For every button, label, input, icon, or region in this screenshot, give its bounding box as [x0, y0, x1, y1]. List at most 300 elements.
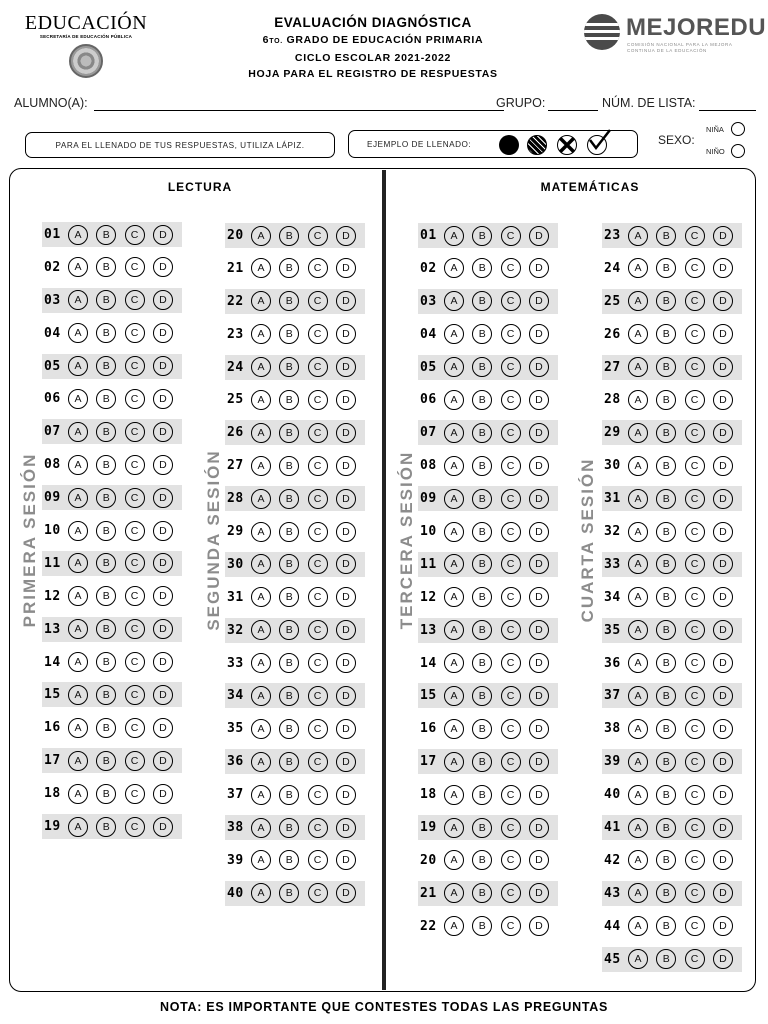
answer-bubble-d[interactable]: D — [153, 652, 173, 672]
answer-bubble-c[interactable]: C — [308, 752, 328, 772]
answer-bubble-d[interactable]: D — [336, 719, 356, 739]
answer-bubble-d[interactable]: D — [529, 324, 549, 344]
answer-bubble-a[interactable]: A — [251, 850, 271, 870]
answer-bubble-c[interactable]: C — [125, 685, 145, 705]
answer-bubble-b[interactable]: B — [279, 653, 299, 673]
answer-bubble-a[interactable]: A — [444, 489, 464, 509]
answer-bubble-c[interactable]: C — [501, 587, 521, 607]
answer-bubble-a[interactable]: A — [68, 553, 88, 573]
answer-bubble-a[interactable]: A — [628, 818, 648, 838]
answer-bubble-d[interactable]: D — [529, 785, 549, 805]
answer-bubble-d[interactable]: D — [529, 620, 549, 640]
answer-bubble-a[interactable]: A — [68, 685, 88, 705]
answer-bubble-c[interactable]: C — [685, 390, 705, 410]
answer-bubble-a[interactable]: A — [628, 423, 648, 443]
answer-bubble-b[interactable]: B — [656, 587, 676, 607]
answer-bubble-a[interactable]: A — [251, 686, 271, 706]
answer-bubble-a[interactable]: A — [68, 652, 88, 672]
answer-bubble-b[interactable]: B — [656, 554, 676, 574]
answer-bubble-d[interactable]: D — [529, 554, 549, 574]
answer-bubble-c[interactable]: C — [501, 620, 521, 640]
boy-option[interactable] — [731, 144, 745, 158]
answer-bubble-b[interactable]: B — [472, 587, 492, 607]
answer-bubble-c[interactable]: C — [125, 323, 145, 343]
answer-bubble-b[interactable]: B — [472, 653, 492, 673]
answer-bubble-b[interactable]: B — [96, 225, 116, 245]
answer-bubble-a[interactable]: A — [68, 389, 88, 409]
answer-bubble-b[interactable]: B — [96, 488, 116, 508]
answer-bubble-a[interactable]: A — [628, 620, 648, 640]
answer-bubble-c[interactable]: C — [125, 422, 145, 442]
answer-bubble-a[interactable]: A — [444, 390, 464, 410]
answer-bubble-c[interactable]: C — [125, 389, 145, 409]
answer-bubble-b[interactable]: B — [279, 423, 299, 443]
answer-bubble-b[interactable]: B — [279, 357, 299, 377]
answer-bubble-d[interactable]: D — [336, 226, 356, 246]
answer-bubble-d[interactable]: D — [713, 686, 733, 706]
answer-bubble-c[interactable]: C — [308, 489, 328, 509]
answer-bubble-b[interactable]: B — [472, 258, 492, 278]
answer-bubble-b[interactable]: B — [279, 456, 299, 476]
answer-bubble-d[interactable]: D — [713, 489, 733, 509]
answer-bubble-a[interactable]: A — [628, 456, 648, 476]
answer-bubble-b[interactable]: B — [279, 686, 299, 706]
answer-bubble-d[interactable]: D — [713, 949, 733, 969]
answer-bubble-d[interactable]: D — [153, 455, 173, 475]
answer-bubble-a[interactable]: A — [628, 883, 648, 903]
answer-bubble-c[interactable]: C — [501, 850, 521, 870]
answer-bubble-d[interactable]: D — [529, 423, 549, 443]
answer-bubble-b[interactable]: B — [656, 324, 676, 344]
answer-bubble-c[interactable]: C — [685, 818, 705, 838]
answer-bubble-d[interactable]: D — [713, 883, 733, 903]
answer-bubble-a[interactable]: A — [444, 587, 464, 607]
answer-bubble-c[interactable]: C — [125, 553, 145, 573]
answer-bubble-b[interactable]: B — [472, 554, 492, 574]
answer-bubble-c[interactable]: C — [308, 456, 328, 476]
answer-bubble-c[interactable]: C — [501, 456, 521, 476]
answer-bubble-b[interactable]: B — [279, 587, 299, 607]
answer-bubble-c[interactable]: C — [501, 785, 521, 805]
answer-bubble-b[interactable]: B — [96, 389, 116, 409]
answer-bubble-d[interactable]: D — [713, 620, 733, 640]
answer-bubble-c[interactable]: C — [685, 752, 705, 772]
answer-bubble-d[interactable]: D — [529, 752, 549, 772]
answer-bubble-d[interactable]: D — [153, 323, 173, 343]
answer-bubble-c[interactable]: C — [685, 357, 705, 377]
answer-bubble-a[interactable]: A — [628, 226, 648, 246]
answer-bubble-d[interactable]: D — [336, 291, 356, 311]
answer-bubble-d[interactable]: D — [153, 356, 173, 376]
answer-bubble-c[interactable]: C — [125, 356, 145, 376]
answer-bubble-c[interactable]: C — [308, 620, 328, 640]
answer-bubble-b[interactable]: B — [656, 423, 676, 443]
answer-bubble-d[interactable]: D — [153, 488, 173, 508]
answer-bubble-d[interactable]: D — [529, 719, 549, 739]
answer-bubble-a[interactable]: A — [444, 522, 464, 542]
answer-bubble-a[interactable]: A — [628, 258, 648, 278]
answer-bubble-b[interactable]: B — [279, 554, 299, 574]
answer-bubble-a[interactable]: A — [444, 883, 464, 903]
answer-bubble-d[interactable]: D — [713, 752, 733, 772]
answer-bubble-a[interactable]: A — [251, 719, 271, 739]
answer-bubble-b[interactable]: B — [472, 850, 492, 870]
answer-bubble-a[interactable]: A — [628, 554, 648, 574]
answer-bubble-b[interactable]: B — [279, 818, 299, 838]
answer-bubble-d[interactable]: D — [153, 718, 173, 738]
answer-bubble-b[interactable]: B — [656, 719, 676, 739]
answer-bubble-c[interactable]: C — [501, 719, 521, 739]
answer-bubble-b[interactable]: B — [279, 291, 299, 311]
answer-bubble-d[interactable]: D — [529, 883, 549, 903]
answer-bubble-b[interactable]: B — [472, 390, 492, 410]
answer-bubble-c[interactable]: C — [308, 357, 328, 377]
answer-bubble-b[interactable]: B — [656, 686, 676, 706]
answer-bubble-d[interactable]: D — [336, 324, 356, 344]
answer-bubble-b[interactable]: B — [96, 455, 116, 475]
answer-bubble-b[interactable]: B — [472, 357, 492, 377]
answer-bubble-a[interactable]: A — [251, 258, 271, 278]
answer-bubble-d[interactable]: D — [153, 225, 173, 245]
answer-bubble-b[interactable]: B — [656, 620, 676, 640]
answer-bubble-b[interactable]: B — [279, 390, 299, 410]
answer-bubble-c[interactable]: C — [125, 718, 145, 738]
answer-bubble-c[interactable]: C — [125, 586, 145, 606]
answer-bubble-b[interactable]: B — [279, 752, 299, 772]
answer-bubble-d[interactable]: D — [713, 522, 733, 542]
answer-bubble-b[interactable]: B — [656, 226, 676, 246]
answer-bubble-c[interactable]: C — [308, 686, 328, 706]
answer-bubble-a[interactable]: A — [68, 257, 88, 277]
answer-bubble-d[interactable]: D — [713, 850, 733, 870]
answer-bubble-b[interactable]: B — [656, 291, 676, 311]
answer-bubble-a[interactable]: A — [444, 258, 464, 278]
answer-bubble-a[interactable]: A — [251, 883, 271, 903]
answer-bubble-b[interactable]: B — [96, 652, 116, 672]
answer-bubble-c[interactable]: C — [685, 554, 705, 574]
answer-bubble-b[interactable]: B — [279, 850, 299, 870]
answer-bubble-c[interactable]: C — [308, 324, 328, 344]
answer-bubble-a[interactable]: A — [251, 357, 271, 377]
answer-bubble-c[interactable]: C — [308, 785, 328, 805]
answer-bubble-c[interactable]: C — [125, 257, 145, 277]
answer-bubble-b[interactable]: B — [279, 258, 299, 278]
answer-bubble-d[interactable]: D — [336, 785, 356, 805]
answer-bubble-b[interactable]: B — [279, 785, 299, 805]
answer-bubble-a[interactable]: A — [68, 784, 88, 804]
answer-bubble-d[interactable]: D — [713, 554, 733, 574]
answer-bubble-c[interactable]: C — [685, 883, 705, 903]
answer-bubble-a[interactable]: A — [444, 916, 464, 936]
answer-bubble-b[interactable]: B — [472, 226, 492, 246]
answer-bubble-a[interactable]: A — [251, 785, 271, 805]
answer-bubble-c[interactable]: C — [685, 587, 705, 607]
answer-bubble-a[interactable]: A — [68, 718, 88, 738]
answer-bubble-a[interactable]: A — [444, 357, 464, 377]
answer-bubble-b[interactable]: B — [656, 489, 676, 509]
answer-bubble-d[interactable]: D — [529, 818, 549, 838]
answer-bubble-d[interactable]: D — [713, 258, 733, 278]
answer-bubble-c[interactable]: C — [685, 489, 705, 509]
answer-bubble-c[interactable]: C — [308, 390, 328, 410]
answer-bubble-b[interactable]: B — [96, 586, 116, 606]
answer-bubble-b[interactable]: B — [656, 258, 676, 278]
answer-bubble-a[interactable]: A — [251, 587, 271, 607]
answer-bubble-b[interactable]: B — [656, 850, 676, 870]
answer-bubble-d[interactable]: D — [713, 587, 733, 607]
answer-bubble-a[interactable]: A — [251, 620, 271, 640]
answer-bubble-b[interactable]: B — [279, 489, 299, 509]
answer-bubble-d[interactable]: D — [153, 751, 173, 771]
answer-bubble-a[interactable]: A — [68, 586, 88, 606]
answer-bubble-a[interactable]: A — [68, 619, 88, 639]
answer-bubble-d[interactable]: D — [713, 390, 733, 410]
answer-bubble-d[interactable]: D — [529, 357, 549, 377]
group-field[interactable] — [548, 110, 598, 111]
answer-bubble-a[interactable]: A — [68, 225, 88, 245]
answer-bubble-b[interactable]: B — [96, 784, 116, 804]
answer-bubble-d[interactable]: D — [336, 752, 356, 772]
answer-bubble-d[interactable]: D — [713, 291, 733, 311]
answer-bubble-b[interactable]: B — [96, 718, 116, 738]
answer-bubble-b[interactable]: B — [96, 356, 116, 376]
answer-bubble-b[interactable]: B — [472, 489, 492, 509]
answer-bubble-b[interactable]: B — [96, 323, 116, 343]
answer-bubble-d[interactable]: D — [529, 390, 549, 410]
answer-bubble-a[interactable]: A — [68, 751, 88, 771]
answer-bubble-d[interactable]: D — [336, 686, 356, 706]
answer-bubble-c[interactable]: C — [685, 686, 705, 706]
answer-bubble-b[interactable]: B — [656, 818, 676, 838]
answer-bubble-c[interactable]: C — [308, 719, 328, 739]
answer-bubble-c[interactable]: C — [501, 489, 521, 509]
answer-bubble-c[interactable]: C — [685, 423, 705, 443]
answer-bubble-d[interactable]: D — [336, 357, 356, 377]
answer-bubble-d[interactable]: D — [336, 489, 356, 509]
answer-bubble-d[interactable]: D — [336, 587, 356, 607]
answer-bubble-b[interactable]: B — [472, 883, 492, 903]
answer-bubble-a[interactable]: A — [251, 456, 271, 476]
answer-bubble-d[interactable]: D — [336, 818, 356, 838]
answer-bubble-d[interactable]: D — [713, 456, 733, 476]
answer-bubble-a[interactable]: A — [444, 226, 464, 246]
list-number-field[interactable] — [699, 110, 756, 111]
answer-bubble-d[interactable]: D — [529, 456, 549, 476]
answer-bubble-b[interactable]: B — [279, 883, 299, 903]
answer-bubble-b[interactable]: B — [472, 916, 492, 936]
answer-bubble-d[interactable]: D — [713, 226, 733, 246]
answer-bubble-b[interactable]: B — [279, 719, 299, 739]
answer-bubble-c[interactable]: C — [501, 916, 521, 936]
answer-bubble-b[interactable]: B — [656, 949, 676, 969]
answer-bubble-a[interactable]: A — [251, 522, 271, 542]
answer-bubble-d[interactable]: D — [336, 390, 356, 410]
answer-bubble-b[interactable]: B — [279, 620, 299, 640]
answer-bubble-a[interactable]: A — [68, 455, 88, 475]
answer-bubble-b[interactable]: B — [96, 422, 116, 442]
answer-bubble-b[interactable]: B — [96, 257, 116, 277]
answer-bubble-a[interactable]: A — [68, 521, 88, 541]
answer-bubble-b[interactable]: B — [656, 916, 676, 936]
answer-bubble-a[interactable]: A — [444, 653, 464, 673]
answer-bubble-c[interactable]: C — [501, 390, 521, 410]
answer-bubble-b[interactable]: B — [472, 818, 492, 838]
answer-bubble-d[interactable]: D — [713, 653, 733, 673]
answer-bubble-c[interactable]: C — [685, 653, 705, 673]
answer-bubble-a[interactable]: A — [444, 719, 464, 739]
answer-bubble-b[interactable]: B — [472, 686, 492, 706]
answer-bubble-a[interactable]: A — [628, 291, 648, 311]
answer-bubble-a[interactable]: A — [628, 686, 648, 706]
answer-bubble-a[interactable]: A — [251, 226, 271, 246]
answer-bubble-a[interactable]: A — [251, 489, 271, 509]
answer-bubble-a[interactable]: A — [628, 850, 648, 870]
answer-bubble-c[interactable]: C — [501, 324, 521, 344]
answer-bubble-b[interactable]: B — [279, 522, 299, 542]
answer-bubble-a[interactable]: A — [628, 785, 648, 805]
answer-bubble-a[interactable]: A — [68, 290, 88, 310]
answer-bubble-a[interactable]: A — [628, 653, 648, 673]
answer-bubble-b[interactable]: B — [656, 752, 676, 772]
answer-bubble-d[interactable]: D — [336, 554, 356, 574]
answer-bubble-b[interactable]: B — [96, 290, 116, 310]
girl-option[interactable] — [731, 122, 745, 136]
answer-bubble-d[interactable]: D — [529, 291, 549, 311]
answer-bubble-b[interactable]: B — [472, 456, 492, 476]
answer-bubble-c[interactable]: C — [125, 619, 145, 639]
answer-bubble-b[interactable]: B — [472, 752, 492, 772]
answer-bubble-b[interactable]: B — [472, 423, 492, 443]
answer-bubble-d[interactable]: D — [713, 324, 733, 344]
answer-bubble-b[interactable]: B — [656, 357, 676, 377]
answer-bubble-c[interactable]: C — [685, 291, 705, 311]
answer-bubble-b[interactable]: B — [656, 785, 676, 805]
answer-bubble-c[interactable]: C — [685, 226, 705, 246]
answer-bubble-a[interactable]: A — [628, 522, 648, 542]
answer-bubble-a[interactable]: A — [444, 554, 464, 574]
answer-bubble-a[interactable]: A — [251, 818, 271, 838]
answer-bubble-a[interactable]: A — [628, 587, 648, 607]
answer-bubble-c[interactable]: C — [308, 522, 328, 542]
answer-bubble-b[interactable]: B — [96, 553, 116, 573]
answer-bubble-b[interactable]: B — [656, 883, 676, 903]
answer-bubble-c[interactable]: C — [125, 488, 145, 508]
answer-bubble-d[interactable]: D — [336, 620, 356, 640]
answer-bubble-c[interactable]: C — [125, 290, 145, 310]
answer-bubble-c[interactable]: C — [501, 818, 521, 838]
answer-bubble-c[interactable]: C — [501, 291, 521, 311]
answer-bubble-d[interactable]: D — [153, 290, 173, 310]
answer-bubble-c[interactable]: C — [125, 455, 145, 475]
answer-bubble-a[interactable]: A — [444, 850, 464, 870]
answer-bubble-a[interactable]: A — [68, 488, 88, 508]
answer-bubble-a[interactable]: A — [628, 949, 648, 969]
answer-bubble-a[interactable]: A — [251, 390, 271, 410]
answer-bubble-a[interactable]: A — [68, 422, 88, 442]
answer-bubble-c[interactable]: C — [308, 587, 328, 607]
answer-bubble-d[interactable]: D — [153, 553, 173, 573]
answer-bubble-c[interactable]: C — [308, 653, 328, 673]
answer-bubble-b[interactable]: B — [472, 324, 492, 344]
answer-bubble-c[interactable]: C — [308, 883, 328, 903]
answer-bubble-d[interactable]: D — [713, 423, 733, 443]
answer-bubble-b[interactable]: B — [472, 620, 492, 640]
answer-bubble-c[interactable]: C — [308, 291, 328, 311]
answer-bubble-a[interactable]: A — [628, 390, 648, 410]
answer-bubble-c[interactable]: C — [501, 226, 521, 246]
answer-bubble-b[interactable]: B — [656, 653, 676, 673]
answer-bubble-d[interactable]: D — [529, 850, 549, 870]
answer-bubble-d[interactable]: D — [529, 916, 549, 936]
answer-bubble-c[interactable]: C — [501, 554, 521, 574]
answer-bubble-c[interactable]: C — [501, 522, 521, 542]
answer-bubble-c[interactable]: C — [308, 258, 328, 278]
answer-bubble-d[interactable]: D — [336, 850, 356, 870]
answer-bubble-a[interactable]: A — [628, 489, 648, 509]
answer-bubble-c[interactable]: C — [685, 258, 705, 278]
answer-bubble-c[interactable]: C — [125, 784, 145, 804]
answer-bubble-a[interactable]: A — [251, 324, 271, 344]
answer-bubble-d[interactable]: D — [153, 817, 173, 837]
answer-bubble-a[interactable]: A — [251, 423, 271, 443]
answer-bubble-a[interactable]: A — [251, 554, 271, 574]
answer-bubble-c[interactable]: C — [685, 456, 705, 476]
answer-bubble-a[interactable]: A — [444, 785, 464, 805]
answer-bubble-b[interactable]: B — [656, 522, 676, 542]
answer-bubble-a[interactable]: A — [444, 423, 464, 443]
answer-bubble-c[interactable]: C — [125, 521, 145, 541]
answer-bubble-a[interactable]: A — [444, 752, 464, 772]
answer-bubble-c[interactable]: C — [501, 258, 521, 278]
answer-bubble-d[interactable]: D — [529, 686, 549, 706]
answer-bubble-d[interactable]: D — [153, 586, 173, 606]
answer-bubble-b[interactable]: B — [96, 619, 116, 639]
answer-bubble-a[interactable]: A — [628, 719, 648, 739]
answer-bubble-c[interactable]: C — [685, 620, 705, 640]
answer-bubble-b[interactable]: B — [96, 751, 116, 771]
answer-bubble-d[interactable]: D — [336, 653, 356, 673]
answer-bubble-a[interactable]: A — [444, 686, 464, 706]
answer-bubble-d[interactable]: D — [153, 784, 173, 804]
answer-bubble-c[interactable]: C — [125, 652, 145, 672]
answer-bubble-d[interactable]: D — [529, 226, 549, 246]
answer-bubble-c[interactable]: C — [125, 225, 145, 245]
answer-bubble-a[interactable]: A — [628, 357, 648, 377]
answer-bubble-d[interactable]: D — [529, 258, 549, 278]
answer-bubble-a[interactable]: A — [251, 752, 271, 772]
answer-bubble-a[interactable]: A — [444, 620, 464, 640]
answer-bubble-b[interactable]: B — [279, 226, 299, 246]
answer-bubble-d[interactable]: D — [153, 389, 173, 409]
answer-bubble-a[interactable]: A — [628, 324, 648, 344]
answer-bubble-b[interactable]: B — [279, 324, 299, 344]
answer-bubble-c[interactable]: C — [125, 817, 145, 837]
answer-bubble-a[interactable]: A — [251, 653, 271, 673]
answer-bubble-c[interactable]: C — [685, 949, 705, 969]
student-name-field[interactable] — [94, 110, 504, 111]
answer-bubble-d[interactable]: D — [529, 653, 549, 673]
answer-bubble-a[interactable]: A — [444, 818, 464, 838]
answer-bubble-c[interactable]: C — [308, 226, 328, 246]
answer-bubble-b[interactable]: B — [96, 521, 116, 541]
answer-bubble-d[interactable]: D — [336, 522, 356, 542]
answer-bubble-d[interactable]: D — [713, 357, 733, 377]
answer-bubble-c[interactable]: C — [685, 785, 705, 805]
answer-bubble-d[interactable]: D — [529, 522, 549, 542]
answer-bubble-a[interactable]: A — [251, 291, 271, 311]
answer-bubble-d[interactable]: D — [529, 587, 549, 607]
answer-bubble-c[interactable]: C — [685, 719, 705, 739]
